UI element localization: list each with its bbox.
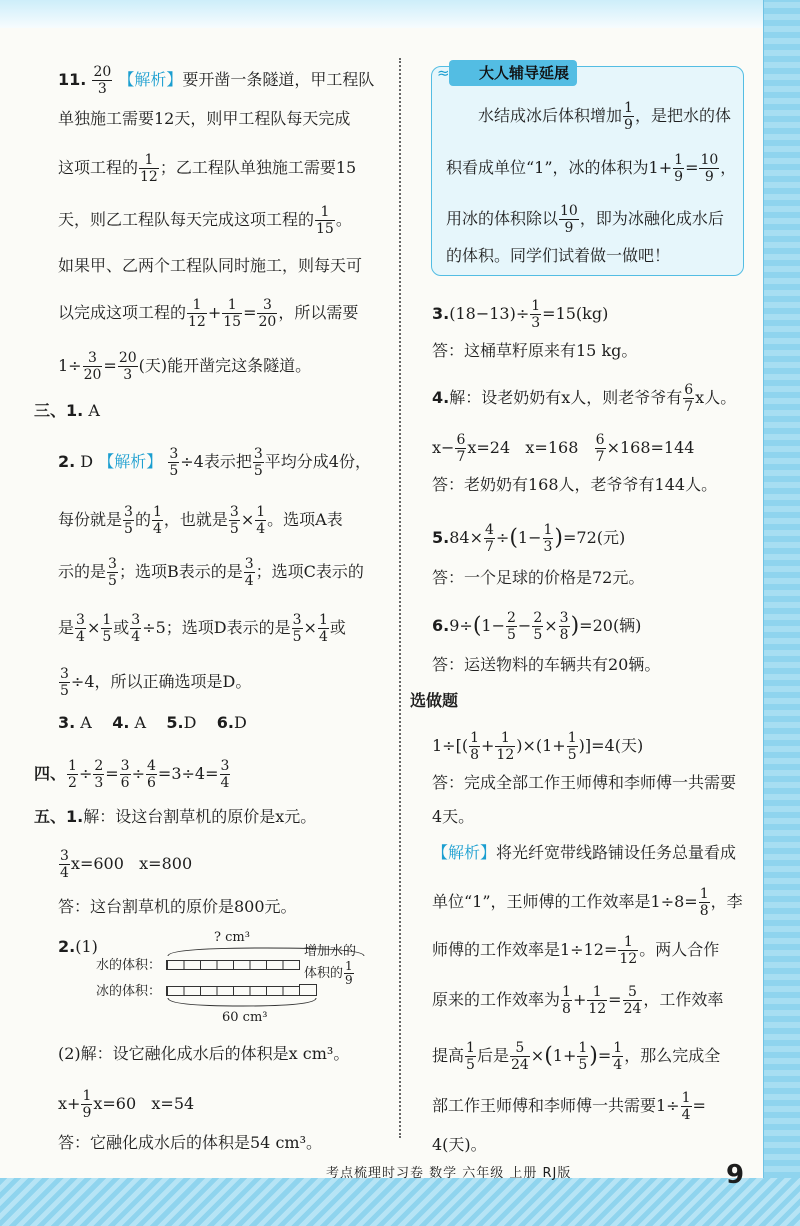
section3-q2-line1: 2. D 【解析】 $\frac{3}{5}$ ÷4表示把 $\frac{3}{5}$ 平均分成4份， [58, 446, 371, 479]
section3-q2-line4: 是 $\frac{3}{4}$ × $\frac{1}{5}$ 或 $\frac{3}{4}$ ÷5；选项D表示的是 $\frac{3}{5}$ × $\frac{1}{4}$ 或 [58, 612, 346, 645]
section5-q2-label: 2.(1) [58, 937, 98, 956]
q4-line: 4.解：设老奶奶有x人，则老爷爷有 $\frac{6}{7}$ x人。 [432, 382, 737, 415]
top-decor-band [0, 0, 800, 28]
q11-line3: 这项工程的 $\frac{1}{12}$ ；乙工程队单独施工需要15 [58, 152, 357, 185]
q6-line: 6.9÷(1− $\frac{2}{5}$ − $\frac{2}{5}$ × $\frac{3}{8}$ )=20(辆) [432, 610, 642, 643]
q11-line5: 如果甲、乙两个工程队同时施工，则每天可 [58, 256, 363, 275]
footer-text: 考点梳理时习卷 数学 六年级 上册 RJ版 [326, 1166, 572, 1181]
section5-q2-equation: x+ $\frac{1}{9}$ x=60 x=54 [58, 1088, 195, 1121]
q11-line2: 单独施工需要12天，则甲工程队每天完成 [58, 109, 351, 128]
right-decor-band [763, 0, 800, 1226]
optional-equation: 1÷[( $\frac{1}{8}$ + $\frac{1}{12}$ )×(1+ $\frac{1}{5}$ )]=4(天) [432, 730, 644, 763]
q11-line6: 以完成这项工程的 $\frac{1}{12}$ + $\frac{1}{15}$ = $\frac{3}{20}$ ，所以需要 [58, 297, 359, 330]
optional-analysis-3: 师傅的工作效率是1÷12= $\frac{1}{12}$ 。两人合作 [432, 934, 720, 967]
optional-analysis-7: 4(天)。 [432, 1135, 487, 1154]
bottom-decor-band [0, 1178, 800, 1226]
q5-answer: 答：一个足球的价格是72元。 [432, 568, 645, 587]
q4-equation: x− $\frac{6}{7}$ x=24 x=168 $\frac{6}{7}$ ×168=144 [432, 432, 695, 465]
section5-q1-answer: 答：这台割草机的原价是800元。 [58, 897, 297, 916]
q11-line1: 11. $\frac{20}{3}$ 【解析】要开凿一条隧道，甲工程队 [58, 64, 375, 97]
optional-analysis-5: 提高 $\frac{1}{5}$ 后是 $\frac{5}{24}$ ×(1+ $\frac{1}{5}$ )= $\frac{1}{4}$ ，那么完成全 [432, 1040, 721, 1073]
q11-line7: 1÷ $\frac{3}{20}$ = $\frac{20}{3}$ (天)能开凿完这条隧道。 [58, 350, 312, 383]
q6-answer: 答：运送物料的车辆共有20辆。 [432, 655, 661, 674]
section5-q2-part2: (2)解：设它融化成水后的体积是x cm³。 [58, 1044, 350, 1063]
section5-q1-equation: $\frac{3}{4}$ x=600 x=800 [60, 848, 193, 881]
optional-analysis-4: 原来的工作效率为 $\frac{1}{8}$ + $\frac{1}{12}$ = $\frac{5}{24}$ ，工作效率 [432, 984, 724, 1017]
parent-tip-title: 大人辅导延展 [449, 60, 577, 86]
section3-q3-6: 3. A 4. A 5.D 6.D [58, 713, 247, 732]
page-number: 9 [726, 1160, 745, 1190]
section3-q1: 三、1. A [34, 401, 100, 420]
section3-q2-line2: 每份就是 $\frac{3}{5}$ 的 $\frac{1}{4}$ ，也就是 $\frac{3}{5}$ × $\frac{1}{4}$ 。选项A表 [58, 504, 343, 537]
tip-line3: 用冰的体积除以 $\frac{10}{9}$ ，即为冰融化成水后 [446, 203, 724, 236]
section3-q2-line5: $\frac{3}{5}$ ÷4，所以正确选项是D。 [60, 666, 252, 699]
optional-analysis-1: 【解析】将光纤宽带线路铺设任务总量看成 [432, 843, 737, 862]
volume-diagram: ? cm³ 水的体积： 冰的体积： 60 cm³ 增加水的 体积的 $\frac{1}{9}$ [96, 930, 376, 1026]
q4-answer: 答：老奶奶有168人，老爷爷有144人。 [432, 475, 718, 494]
analysis-tag: 【解析】 [118, 70, 183, 89]
optional-analysis-6: 部工作王师傅和李师傅一共需要1÷ $\frac{1}{4}$ = [432, 1090, 706, 1123]
tip-line4: 的体积。同学们试着做一做吧！ [446, 246, 671, 265]
q3-answer: 答：这桶草籽原来有15 kg。 [432, 341, 638, 360]
optional-heading: 选做题 [410, 691, 459, 710]
optional-answer-1: 答：完成全部工作王师傅和李师傅一共需要 [432, 773, 737, 792]
q5-line: 5.84× $\frac{4}{7}$ ÷(1− $\frac{1}{3}$ )=72(元) [432, 522, 626, 555]
optional-analysis-2: 单位“1”，王师傅的工作效率是1÷8= $\frac{1}{8}$ ，李 [432, 886, 743, 919]
section3-q2-line3: 示的是 $\frac{3}{5}$ ；选项B表示的是 $\frac{3}{4}$ ；选项C表示的 [58, 556, 364, 589]
tip-line2: 积看成单位“1”，冰的体积为1+ $\frac{1}{9}$ = $\frac{10}{9}$ ， [446, 152, 737, 185]
section4-answer: 四、 $\frac{1}{2}$ ÷ $\frac{2}{3}$ = $\frac{3}{6}$ ÷ $\frac{4}{6}$ =3÷4= $\frac{3}{4}$ [34, 758, 230, 791]
section5-q1: 五、1.解：设这台割草机的原价是x元。 [34, 807, 317, 826]
tip-line1: 水结成冰后体积增加 $\frac{1}{9}$ ，是把水的体 [478, 100, 731, 133]
section5-q2-answer: 答：它融化成水后的体积是54 cm³。 [58, 1133, 322, 1152]
q3-line: 3.(18−13)÷ $\frac{1}{3}$ =15(kg) [432, 298, 609, 331]
wave-icon: ≈ [437, 64, 450, 82]
column-divider [399, 58, 401, 1138]
optional-answer-2: 4天。 [432, 807, 475, 826]
q11-line4: 天，则乙工程队每天完成这项工程的 $\frac{1}{15}$ 。 [58, 204, 352, 237]
